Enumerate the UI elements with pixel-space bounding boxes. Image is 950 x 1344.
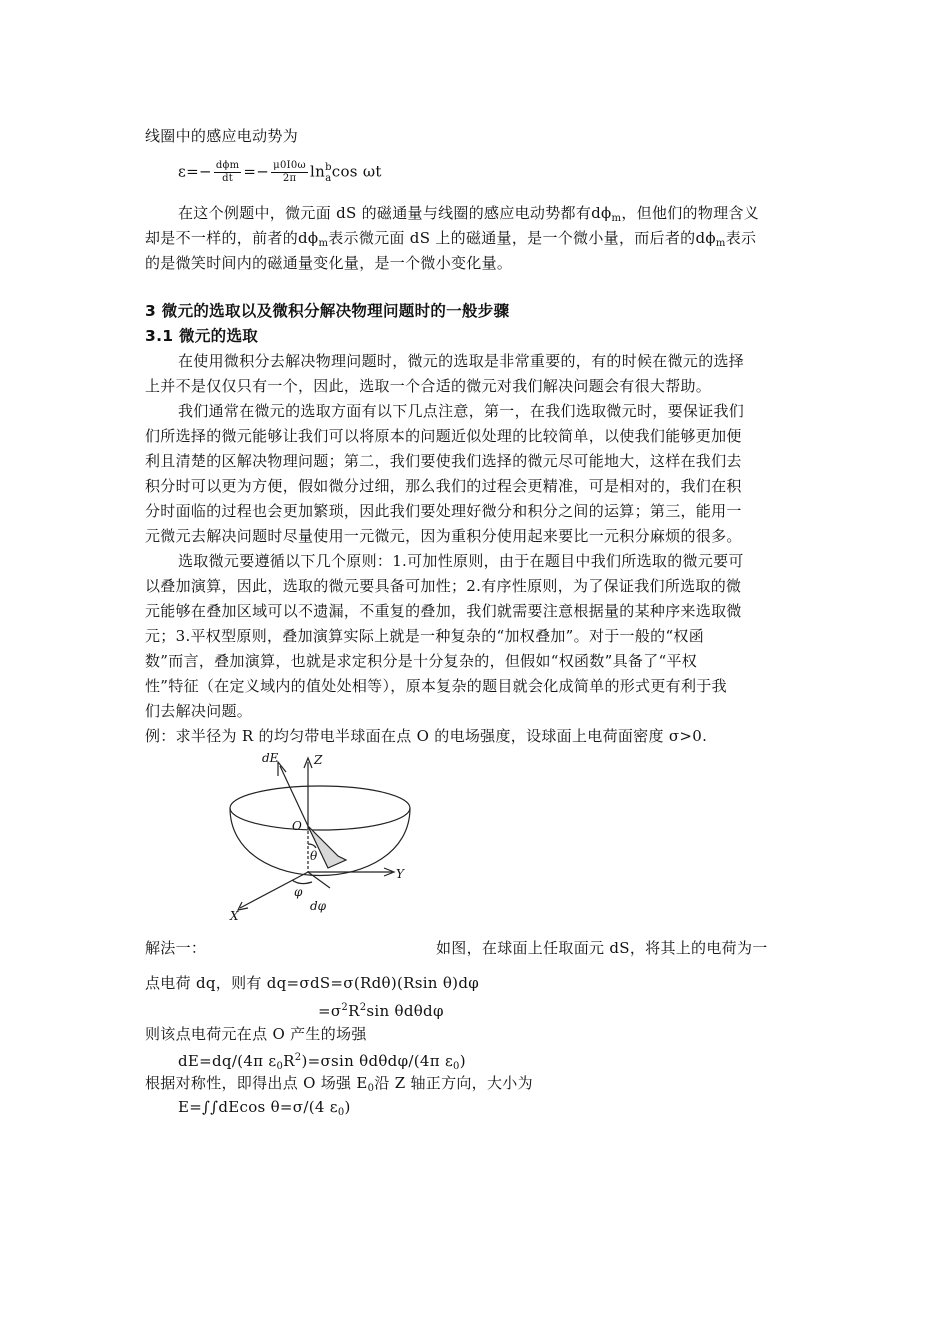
text-line: 我们通常在微元的选取方面有以下几点注意，第一，在我们选取微元时，要保证我们	[178, 402, 745, 420]
text-span: 根据对称性，即得出点 O 场强 E	[145, 1074, 368, 1092]
superscript: 2	[294, 1052, 302, 1063]
eq-part: )	[344, 1098, 351, 1116]
o-label: O	[292, 819, 302, 833]
phi-arc	[292, 880, 312, 884]
hemisphere-figure	[220, 748, 420, 928]
eq-b: b	[325, 161, 332, 173]
text-span: ，但他们的物理含义	[621, 204, 760, 222]
subscript: 0	[453, 1061, 460, 1072]
subscript: 0	[276, 1061, 284, 1072]
eq-part: E=∫∫dEcos θ=σ/(4 ε	[178, 1098, 338, 1116]
subscript: m	[318, 238, 329, 249]
text-line: 数”而言，叠加演算，也就是求定积分是十分复杂的，但假如“权函数”具备了“平权	[145, 652, 698, 670]
eq-part: R	[283, 1052, 295, 1070]
eq-fraction	[214, 160, 242, 185]
dphi-label: dφ	[310, 899, 327, 913]
subscript: 0	[367, 1083, 375, 1094]
equation-line	[318, 998, 444, 1021]
y-label: Y	[396, 867, 404, 881]
eq-num: dϕm	[215, 160, 240, 171]
subsection-heading: 3.1 微元的选取	[145, 327, 259, 345]
text-line: 选取微元要遵循以下几个原则：1.可加性原则，由于在题目中我们所选取的微元要可	[178, 552, 744, 570]
phi-label: φ	[294, 885, 303, 899]
subscript: m	[611, 213, 622, 224]
text-line: 元；3.平权型原则，叠加演算实际上就是一种复杂的“加权叠加”。对于一般的“权函	[145, 627, 705, 645]
text-line: 元微元去解决问题时尽量使用一元微元，因为重积分使用起来要比一元积分麻烦的很多。	[145, 527, 742, 545]
eq-part: ε=−	[178, 162, 212, 181]
eq-ratio	[325, 162, 332, 184]
text-line	[145, 1073, 533, 1099]
text-line: 性”特征（在定义域内的值处处相等），原本复杂的题目就会化成简单的形式更有利于我	[145, 677, 727, 695]
text-line: 点电荷 dq，则有 dq=σdS=σ(Rdθ)(Rsin θ)dφ	[145, 974, 480, 992]
text-line: 线圈中的感应电动势为	[145, 127, 299, 145]
rim-ellipse	[230, 786, 410, 830]
text-line: 分时面临的过程也会更加繁琐，因此我们要处理好微分和积分之间的运算；第三，能用一	[145, 502, 742, 520]
text-line: 元能够在叠加区域可以不遗漏，不重复的叠加，我们就需要注意根据量的某种序来选取微	[145, 602, 742, 620]
section-heading: 3 微元的选取以及微积分解决物理问题时的一般步骤	[145, 302, 510, 320]
text-line	[178, 203, 759, 229]
text-line: 们去解决问题。	[145, 702, 253, 720]
text-span: 表示微元面 dS 上的磁通量，是一个微小量，而后者的dϕ	[328, 229, 716, 247]
z-label: Z	[314, 753, 323, 767]
eq-part: sin θdθdφ	[366, 1002, 444, 1020]
eq-part: )	[459, 1052, 466, 1070]
text-line: 积分时可以更为方便，假如微分过细，那么我们的过程会更精准，可是相对的，我们在积	[145, 477, 742, 495]
projection-line	[308, 872, 330, 888]
superscript: 2	[341, 1002, 349, 1013]
solution-text: 如图，在球面上任取面元 dS，将其上的电荷为一	[436, 939, 768, 957]
example-line: 例：求半径为 R 的均匀带电半球面在点 O 的电场强度，设球面上电荷面密度 σ>0.	[145, 727, 708, 745]
eq-part: =σ	[318, 1002, 342, 1020]
eq-part: cos ωt	[331, 162, 382, 181]
eq-part: =−	[243, 162, 270, 181]
eq-part: R	[348, 1002, 360, 1020]
superscript: 2	[359, 1002, 367, 1013]
eq-den: 2π	[282, 173, 297, 184]
subscript: 0	[337, 1107, 345, 1118]
eq-num: μ0I0ω	[273, 160, 306, 171]
text-line: 上并不是仅仅只有一个，因此，选取一个合适的微元对我们解决问题会有很大帮助。	[145, 377, 712, 395]
equation-line	[178, 1097, 351, 1123]
text-line: 以叠加演算，因此，选取的微元要具备可加性；2.有序性原则，为了保证我们所选取的微	[145, 577, 742, 595]
text-line: 的是微笑时间内的磁通量变化量，是一个微小变化量。	[145, 254, 513, 272]
de-label: dE	[262, 751, 279, 765]
text-span: 表示	[725, 229, 757, 247]
eq-a: a	[325, 172, 332, 184]
text-span: 在这个例题中，微元面 dS 的磁通量与线圈的感应电动势都有dϕ	[178, 204, 612, 222]
eq-den: dt	[222, 173, 234, 184]
subscript: m	[715, 238, 726, 249]
eq-fraction	[271, 160, 308, 185]
theta-label: θ	[310, 849, 318, 863]
text-span: 却是不一样的，前者的dϕ	[145, 229, 319, 247]
text-line: 利且清楚的区解决物理问题；第二，我们要使我们选择的微元尽可能地大，这样在我们去	[145, 452, 742, 470]
de-vector	[280, 766, 308, 826]
text-line: 则该点电荷元在点 O 产生的场强	[145, 1025, 367, 1043]
text-line: 在使用微积分去解决物理问题时，微元的选取是非常重要的，有的时候在微元的选择	[178, 352, 745, 370]
x-label: X	[230, 909, 239, 923]
text-span: 沿 Z 轴正方向，大小为	[374, 1074, 533, 1092]
emf-equation	[178, 160, 382, 185]
eq-part: ln	[310, 162, 326, 181]
solution-label: 解法一：	[145, 939, 207, 957]
eq-part: )=σsin θdθdφ/(4π ε	[301, 1052, 454, 1070]
theta-arc	[308, 844, 316, 848]
text-line: 们所选择的微元能够让我们可以将原本的问题近似处理的比较简单，以使我们能够更加便	[145, 427, 742, 445]
text-line	[145, 228, 756, 254]
eq-part: dE=dq/(4π ε	[178, 1052, 277, 1070]
